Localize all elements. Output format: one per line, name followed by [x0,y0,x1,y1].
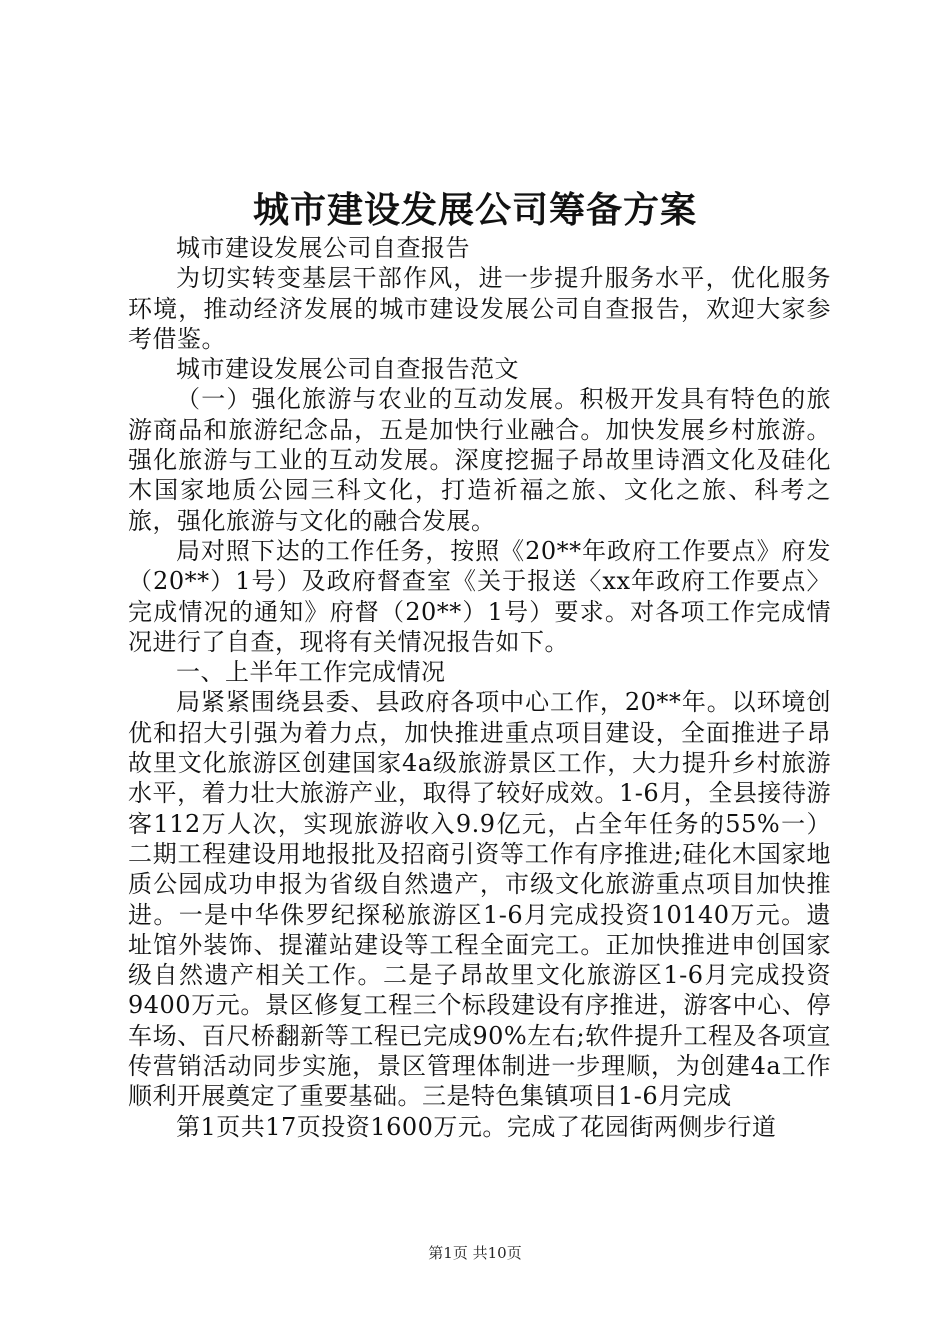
paragraph: 城市建设发展公司自查报告 [176,234,470,262]
paragraph: 城市建设发展公司自查报告范文 [176,355,519,384]
document-body [128,233,831,1142]
paragraph: 为切实转变基层干部作风，进一步提升服务水平，优化服务环境，推动经济发展的城市建设发展公司自查报告，欢迎大家参考借鉴。 [128,264,831,353]
paragraph: 局紧紧围绕县委、县政府各项中心工作，20**年。以环境创优和招大引强为着力点，加快推进重点项目建设，全面推进子昂故里文化旅游区创建国家4a级旅游景区工作，大力提升乡村旅游水平，着力壮大旅游产业，取得了较好成效。1-6月，全县接待游客112万人次，实现旅游收入9.9亿元，占全年任务的55%一）二期工程建设用地报批及招商引资等工作有序推进;硅化木国家地质公园成功申报为省级自然遗产，市级文化旅游重点项目加快推进。一是中华侏罗纪探秘旅游区1-6月完成投资10140万元。遗址馆外装饰、提灌站建设等工程全面完工。正加快推进申创国家级自然遗产相关工作。二是子昂故里文化旅游区1-6月完成投资9400万元。景区修复工程三个标段建设有序推进，游客中心、停车场、百尺桥翻新等工程已完成90%左右;软件提升工程及各项宣传营销活动同步实施，景区管理体制进一步理顺，为创建4a工作顺利开展奠定了重要基础。三是特色集镇项目1-6月完成 [128,688,831,1111]
paragraph: （一）强化旅游与农业的互动发展。积极开发具有特色的旅游商品和旅游纪念品，五是加快行业融合。加快发展乡村旅游。强化旅游与工业的互动发展。深度挖掘子昂故里诗酒文化及硅化木国家地质公园三科文化，打造祈福之旅、文化之旅、科考之旅，强化旅游与文化的融合发展。 [128,385,831,535]
section-heading: 一、上半年工作完成情况 [176,658,446,687]
paragraph: 第1页共17页投资1600万元。完成了花园街两侧步行道 [176,1112,777,1141]
page-footer: 第1页 共10页 [428,1244,522,1262]
document-title: 城市建设发展公司筹备方案 [252,189,697,231]
paragraph: 局对照下达的工作任务，按照《20**年政府工作要点》府发（20**）1号）及政府督查室《关于报送〈xx年政府工作要点〉完成情况的通知》府督（20**）1号）要求。对各项工作完成情况进行了自查，现将有关情况报告如下。 [128,536,831,656]
